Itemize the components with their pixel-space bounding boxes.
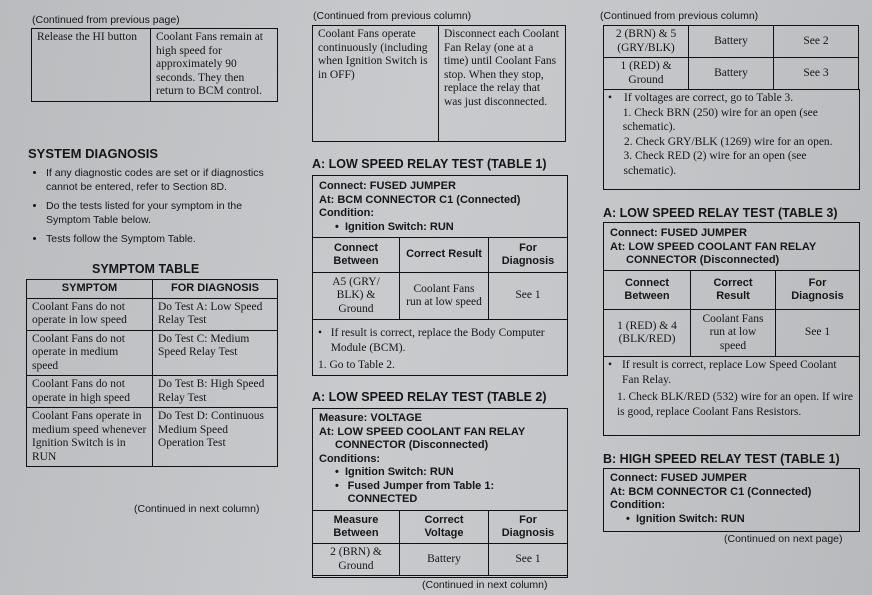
measure-cell: 2 (BRN) & 5 (GRY/BLK) xyxy=(604,26,689,58)
connect-cell: 1 (RED) & 4 (BLK/RED) xyxy=(604,310,691,357)
result-cell: Coolant Fans run at low speed xyxy=(691,310,776,357)
table3-step: 1. Check BLK/RED (532) wire for an open. If wire is good, replace Coolant Fans Resistors. xyxy=(616,391,853,418)
continued-from-previous-page: (Continued from previous page) xyxy=(32,14,180,26)
symptom-table-title: SYMPTOM TABLE xyxy=(92,262,200,276)
system-diagnosis-title: SYSTEM DIAGNOSIS xyxy=(28,146,159,161)
condition-item-text: Ignition Switch: RUN xyxy=(635,512,745,525)
voltage-cont-table xyxy=(603,25,859,90)
measure-between-header: Measure Between xyxy=(313,511,400,544)
diagnosis-cell: See 2 xyxy=(774,26,859,58)
continuous-action: Disconnect each Coolant Fan Relay (one at a time) until Coolant Fans stop. When they stop, replace the relay that was just disconnected. xyxy=(439,26,566,142)
system-diagnosis-bullets xyxy=(28,166,284,246)
condition-item: • Ignition Switch: RUN xyxy=(335,466,454,478)
for-diagnosis-header: FOR DIAGNOSIS xyxy=(153,280,278,299)
correct-result-header: Correct Result xyxy=(691,271,776,310)
symptom-header: SYMPTOM xyxy=(27,280,153,299)
voltage-cont-notes: • If voltages are correct, go to Table 3. 1. Check BRN (250) wire for an open (see schematic). 2. Check GRY/BLK (1269) wire for an open. 3. Check RED (2) wire for an open (see schematic). xyxy=(608,91,854,178)
condition-item-text: Ignition Switch: RUN xyxy=(344,220,454,233)
correct-voltage-header: Correct Voltage xyxy=(400,511,489,544)
connect-cell: A5 (GRY/ BLK) & Ground xyxy=(313,273,400,320)
for-diagnosis-header: For Diagnosis xyxy=(489,511,568,544)
release-hi-table xyxy=(31,28,278,102)
diagnosis-bullet: • Tests follow the Symptom Table. xyxy=(46,232,284,246)
continued-on-next-page: (Continued on next page) xyxy=(724,533,843,545)
low-speed-table1-grid xyxy=(312,237,568,320)
table-row xyxy=(27,330,278,376)
measure-line: Measure: VOLTAGE xyxy=(319,412,422,424)
low-speed-table2-title: A: LOW SPEED RELAY TEST (TABLE 2) xyxy=(312,390,547,404)
measure-cell: 2 (BRN) & Ground xyxy=(313,544,400,576)
table1-note-text: If result is correct, replace the Body Computer Module (BCM). xyxy=(330,327,545,354)
step-text: 1. Check BRN (250) wire for an open (see schematic). xyxy=(622,106,818,133)
condition-item: • Ignition Switch: RUN xyxy=(626,512,745,525)
continuous-condition: Coolant Fans operate continuously (including when Ignition Switch is in OFF) xyxy=(313,26,439,142)
step-text: 2. Check GRY/BLK (1269) wire for an open. xyxy=(624,135,833,148)
diagnosis-cell: Do Test D: Continuous Medium Speed Operation Test xyxy=(153,408,278,467)
symptom-cell: Coolant Fans do not operate in medium speed xyxy=(27,330,153,376)
symptom-cell: Coolant Fans do not operate in low speed xyxy=(27,298,153,330)
table-row xyxy=(313,273,568,320)
symptom-table xyxy=(26,279,278,467)
at-line: At: LOW SPEED COOLANT FAN RELAY xyxy=(319,425,526,438)
step-text: 3. Check RED (2) wire for an open (see schematic). xyxy=(623,150,807,177)
low-speed-table1-title: A: LOW SPEED RELAY TEST (TABLE 1) xyxy=(312,157,547,171)
diagnosis-bullet: • If any diagnostic codes are set or if diagnostics cannot be entered, refer to Section 8D. xyxy=(46,166,284,194)
voltage-cell: Battery xyxy=(400,544,489,576)
table1-step: 1. Go to Table 2. xyxy=(318,359,395,371)
connect-line: Connect: FUSED JUMPER xyxy=(319,180,456,192)
table1-note: • If result is correct, replace the Body Computer Module (BCM). 1. Go to Table 2. xyxy=(318,326,562,373)
diagnosis-cell: See 1 xyxy=(489,273,568,320)
result-cell: Coolant Fans run at low speed xyxy=(400,273,489,320)
symptom-cell: Coolant Fans operate in medium speed whenever Ignition Switch is in RUN xyxy=(27,408,153,467)
condition-item: • Fused Jumper from Table 1: CONNECTED xyxy=(335,480,545,507)
high-speed-table1-title: B: HIGH SPEED RELAY TEST (TABLE 1) xyxy=(603,452,840,466)
condition-label: Condition: xyxy=(610,499,665,511)
release-hi-action: Release the HI button xyxy=(32,29,151,102)
voltage-cell: Battery xyxy=(689,58,774,90)
diagnosis-cell: Do Test B: High Speed Relay Test xyxy=(153,376,278,408)
low-speed-table3-grid xyxy=(603,270,860,357)
diagnosis-cell: Do Test A: Low Speed Relay Test xyxy=(153,298,278,330)
continued-in-next-column: (Continued in next column) xyxy=(134,503,260,515)
continued-from-previous-column: (Continued from previous column) xyxy=(313,10,472,22)
table-row xyxy=(27,298,278,330)
at-line: At: LOW SPEED COOLANT FAN RELAY xyxy=(610,240,817,253)
table-row xyxy=(604,58,859,90)
condition-item-text: Ignition Switch: RUN xyxy=(344,466,454,478)
condition-item: • Ignition Switch: RUN xyxy=(335,220,454,233)
condition-label: Condition: xyxy=(319,207,374,219)
table-row xyxy=(604,26,859,58)
continuous-fans-table xyxy=(312,25,566,142)
voltage-cell: Battery xyxy=(689,26,774,58)
low-speed-table2-grid xyxy=(312,510,568,576)
at-line: At: BCM CONNECTOR C1 (Connected) xyxy=(610,485,812,498)
at-line: At: BCM CONNECTOR C1 (Connected) xyxy=(319,193,521,206)
diagnosis-cell: See 1 xyxy=(776,310,860,357)
measure-cell: 1 (RED) & Ground xyxy=(604,58,689,90)
diagnosis-bullet: • Do the tests listed for your symptom in the Symptom Table below. xyxy=(46,199,284,227)
table-row xyxy=(27,408,278,467)
note-text: If voltages are correct, go to Table 3. xyxy=(624,92,794,104)
symptom-cell: Coolant Fans do not operate in high speed xyxy=(27,376,153,408)
diagnosis-cell: Do Test C: Medium Speed Relay Test xyxy=(153,330,278,376)
connect-between-header: Connect Between xyxy=(313,238,400,273)
high-speed-table1-box xyxy=(603,468,860,532)
table-row xyxy=(27,376,278,408)
at-line-cont: CONNECTOR (Disconnected) xyxy=(626,254,780,266)
connect-line: Connect: FUSED JUMPER xyxy=(610,227,747,239)
table3-note: • If result is correct, replace Low Speed Coolant Fan Relay. 1. Check BLK/RED (532) wire for an open. If wire is good, replace Coolant Fans Resistors. xyxy=(608,359,853,418)
condition-item-text: Fused Jumper from Table 1: CONNECTED xyxy=(347,479,495,505)
diagnosis-cell: See 3 xyxy=(774,58,859,90)
connect-line: Connect: FUSED JUMPER xyxy=(610,472,747,484)
table3-note-text: If result is correct, replace Low Speed Coolant Fan Relay. xyxy=(621,359,837,386)
for-diagnosis-header: For Diagnosis xyxy=(776,271,860,310)
table-row xyxy=(313,544,568,576)
diagnosis-cell: See 1 xyxy=(489,544,568,576)
low-speed-table3-title: A: LOW SPEED RELAY TEST (TABLE 3) xyxy=(603,206,838,220)
for-diagnosis-header: For Diagnosis xyxy=(489,238,568,273)
conditions-label: Conditions: xyxy=(319,452,381,465)
continued-in-next-column: (Continued in next column) xyxy=(422,579,548,591)
table-row xyxy=(604,310,860,357)
continued-from-previous-column: (Continued from previous column) xyxy=(600,10,759,22)
release-hi-result: Coolant Fans remain at high speed for approximately 90 seconds. They then return to BCM control. xyxy=(151,29,278,102)
at-line-cont: CONNECTOR (Disconnected) xyxy=(335,439,489,451)
correct-result-header: Correct Result xyxy=(400,238,489,273)
connect-between-header: Connect Between xyxy=(604,271,691,310)
